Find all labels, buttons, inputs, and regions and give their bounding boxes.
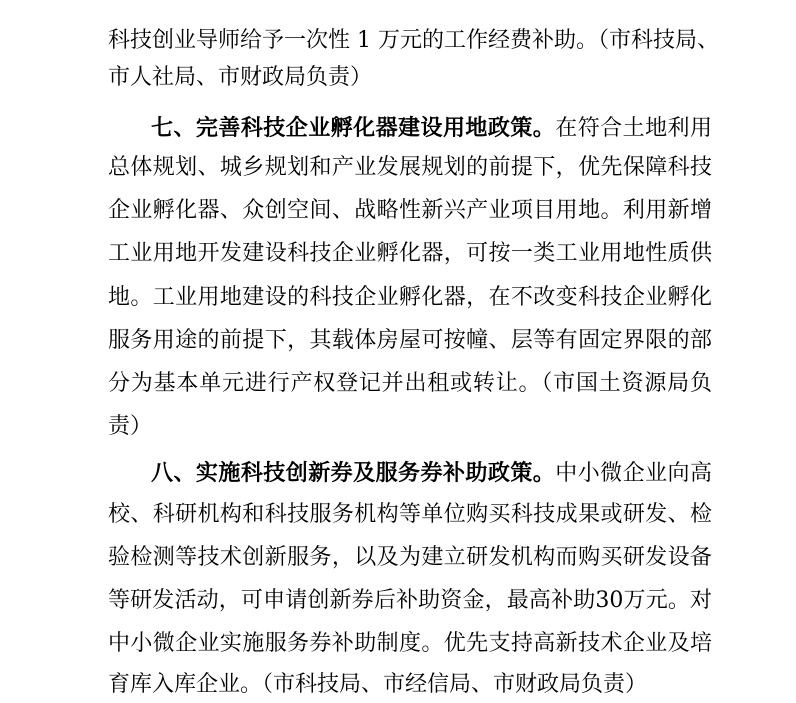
text-line: 工业用地开发建设科技企业孵化器，可按一类工业用地性质供 bbox=[108, 241, 712, 266]
section-8-text: 中小微企业向高 bbox=[555, 461, 712, 486]
text-line: 校、科研机构和科技服务机构等单位购买科技成果或研发、检 bbox=[108, 502, 712, 527]
text-line: 总体规划、城乡规划和产业发展规划的前提下，优先保障科技 bbox=[108, 155, 712, 180]
text-line: 企业孵化器、众创空间、战略性新兴产业项目用地。利用新增 bbox=[108, 198, 712, 223]
text-line: 服务用途的前提下，其载体房屋可按幢、层等有固定界限的部 bbox=[108, 328, 712, 353]
section-8-first-line bbox=[151, 460, 712, 487]
text-line: 分为基本单元进行产权登记并出租或转让。（市国土资源局负 bbox=[108, 371, 712, 396]
section-7-text: 在符合土地利用 bbox=[555, 116, 712, 141]
text-line: 市人社局、市财政局负责） bbox=[108, 65, 373, 90]
text-line: 等研发活动，可申请创新券后补助资金，最高补助30万元。对 bbox=[108, 588, 712, 613]
text-line: 地。工业用地建设的科技企业孵化器，在不改变科技企业孵化 bbox=[108, 285, 712, 310]
text-line: 科技创业导师给予一次性 1 万元的工作经费补助。（市科技局、 bbox=[108, 28, 719, 53]
text-line: 中小微企业实施服务券补助制度。优先支持高新技术企业及培 bbox=[108, 631, 712, 656]
text-line: 育库入库企业。（市科技局、市经信局、市财政局负责） bbox=[108, 672, 648, 697]
section-7-first-line bbox=[151, 115, 712, 142]
section-7-heading: 七、完善科技企业孵化器建设用地政策。 bbox=[151, 115, 556, 141]
text-line: 责） bbox=[108, 414, 153, 439]
section-8-heading: 八、实施科技创新券及服务券补助政策。 bbox=[151, 460, 556, 486]
text-line: 验检测等技术创新服务，以及为建立研发机构而购买研发设备 bbox=[108, 545, 712, 570]
